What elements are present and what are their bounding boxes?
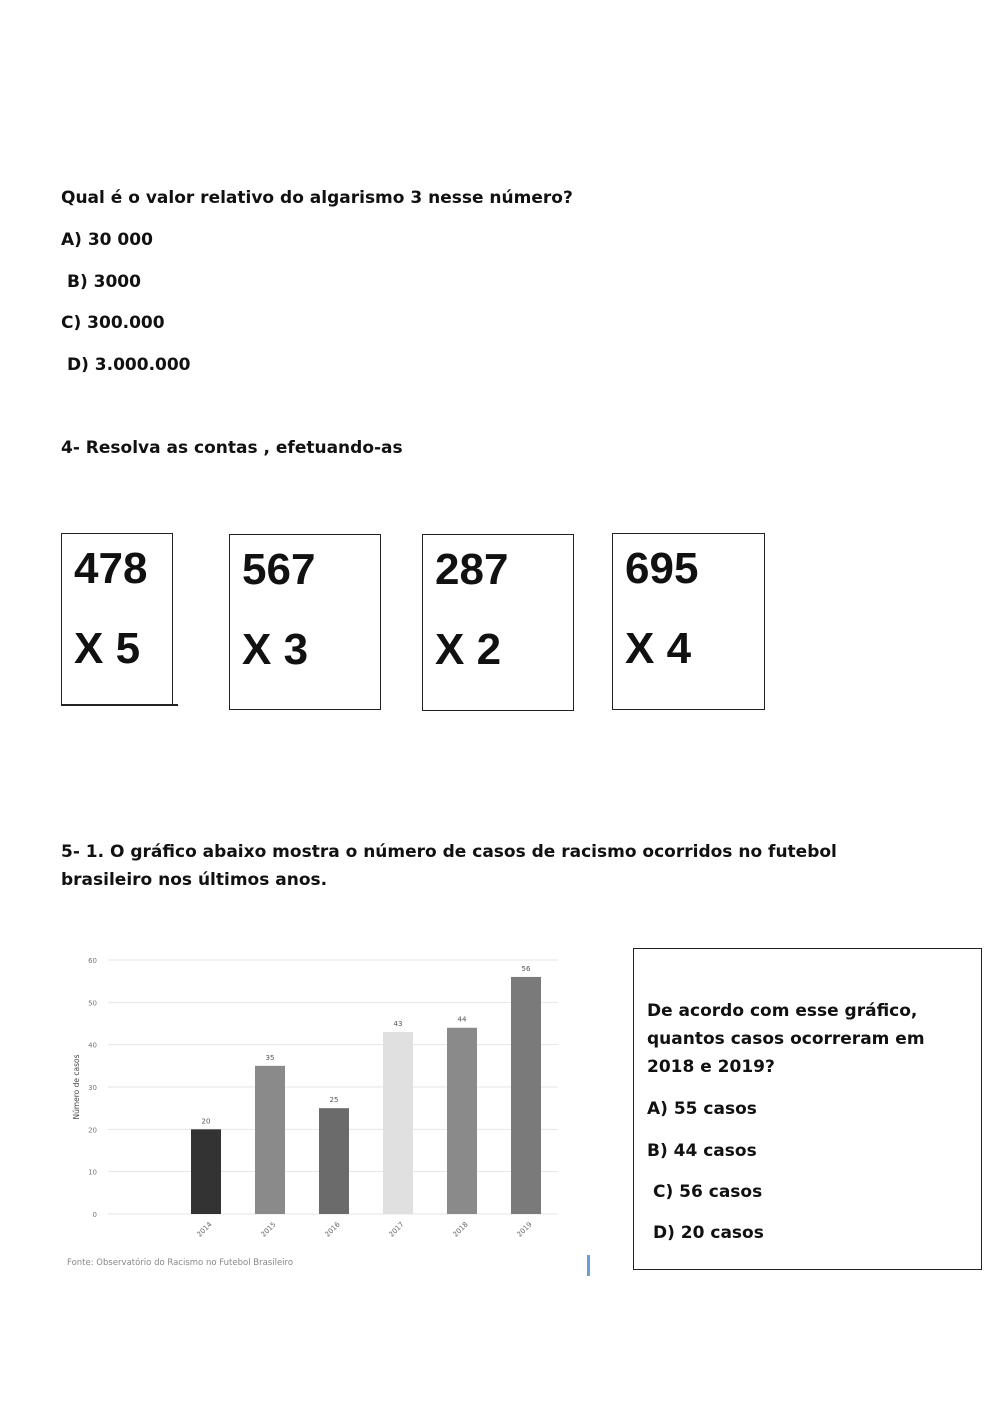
chart-data-label: 25: [329, 1096, 339, 1105]
chart-x-tick-label: 2018: [451, 1220, 470, 1239]
text-cursor: [587, 1255, 590, 1276]
chart-bar-2015: [255, 1066, 285, 1214]
calc-number: 287: [435, 545, 509, 594]
calc-box-4: [612, 533, 765, 710]
chart-x-tick-label: 2017: [387, 1220, 406, 1239]
chart-data-label: 20: [201, 1117, 211, 1126]
calc-multiplier: X 4: [625, 624, 692, 673]
chart-data-label: 43: [393, 1019, 403, 1028]
chart-y-ticks: [88, 957, 97, 1219]
q3-option-b: B) 3000: [67, 272, 141, 292]
chart-y-tick-label: 0: [92, 1211, 97, 1219]
chart-y-label: Número de casos: [72, 1054, 81, 1120]
chart-y-tick-label: 50: [88, 999, 97, 1008]
calc-box-2: [229, 534, 381, 710]
chart-y-tick-label: 20: [88, 1126, 97, 1135]
calc-box-3: [422, 534, 574, 711]
calc-multiplier: X 2: [435, 625, 502, 674]
question-box: [633, 948, 982, 1270]
chart-bar-2019: [511, 977, 541, 1214]
chart-x-tick-label: 2016: [323, 1220, 342, 1239]
q3-option-a: A) 30 000: [61, 230, 153, 250]
q3-option-d: D) 3.000.000: [67, 355, 191, 375]
chart-data-label: 56: [521, 964, 531, 973]
chart-x-tick-label: 2019: [515, 1220, 534, 1239]
chart-bar-2016: [319, 1108, 349, 1214]
chart-bar-2018: [447, 1028, 477, 1214]
chart-y-tick-label: 10: [88, 1168, 97, 1177]
calc-multiplier: X 5: [74, 624, 141, 673]
calc-number: 567: [242, 545, 316, 594]
chart-x-tick-label: 2014: [195, 1220, 214, 1239]
chart-y-tick-label: 30: [88, 1084, 97, 1092]
chart-bar-2017: [383, 1032, 413, 1214]
q3-option-c: C) 300.000: [61, 313, 165, 333]
chart-x-tick-label: 2015: [259, 1220, 278, 1239]
bar-chart: [60, 945, 580, 1270]
q5-title-line1: 5- 1. O gráfico abaixo mostra o número de casos de racismo ocorridos no futebol: [61, 842, 837, 862]
q5-option-d: D) 20 casos: [653, 1223, 764, 1243]
q5-question-line: De acordo com esse gráfico,: [647, 1001, 918, 1021]
q5-option-a: A) 55 casos: [647, 1099, 757, 1119]
q5-option-c: C) 56 casos: [653, 1182, 763, 1202]
q5-title-line2: brasileiro nos últimos anos.: [61, 870, 328, 890]
q5-option-b: B) 44 casos: [647, 1141, 757, 1161]
chart-data-label: 35: [265, 1053, 275, 1062]
calc-box-1: [61, 533, 173, 705]
q5-question-line: 2018 e 2019?: [647, 1057, 775, 1077]
calc-multiplier: X 3: [242, 625, 309, 674]
chart-source: Fonte: Observatório do Racismo no Futebol Brasileiro: [67, 1258, 294, 1268]
q5-question: [647, 997, 967, 1081]
calc-number: 478: [74, 544, 148, 593]
q4-title: 4- Resolva as contas , efetuando-as: [61, 438, 403, 458]
calc-number: 695: [625, 544, 699, 593]
chart-bar-2014: [191, 1129, 221, 1214]
chart-data-label: 44: [457, 1015, 467, 1024]
q3-question: Qual é o valor relativo do algarismo 3 nesse número?: [61, 188, 573, 208]
answer-line: [61, 704, 178, 706]
chart-y-tick-label: 60: [88, 957, 97, 965]
q5-question-line: quantos casos ocorreram em: [647, 1029, 925, 1049]
chart-bars: [191, 965, 541, 1239]
chart-y-tick-label: 40: [88, 1041, 97, 1050]
